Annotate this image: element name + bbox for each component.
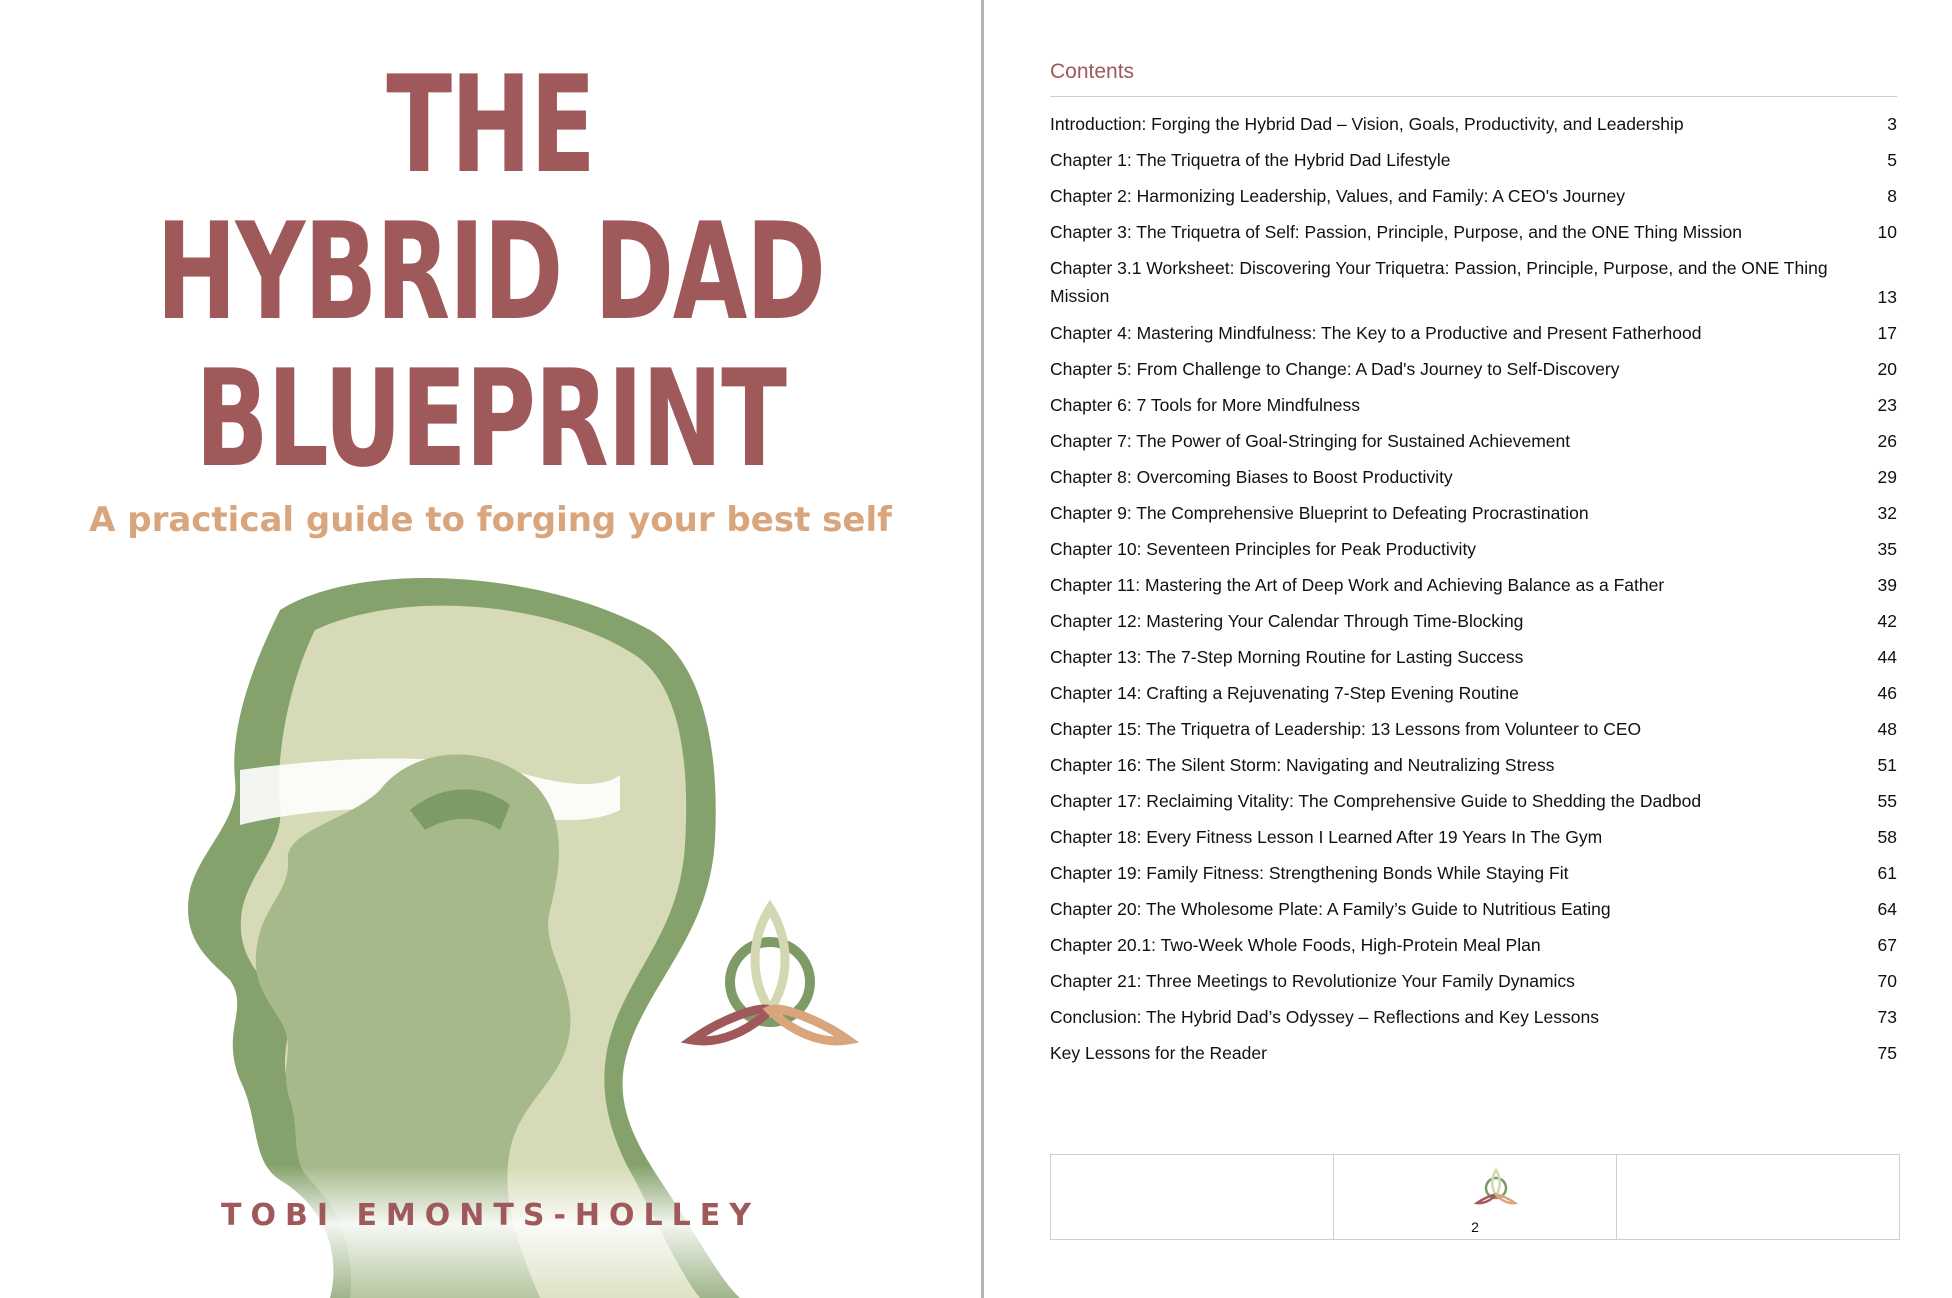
cover-author: TOBI EMONTS-HOLLEY (221, 1198, 760, 1233)
cover-subtitle: A practical guide to forging your best self (89, 500, 892, 540)
toc-entry-title: Chapter 21: Three Meetings to Revolutionize Your Family Dynamics (1050, 971, 1575, 991)
toc-entry-page: 64 (1877, 899, 1897, 919)
toc-entry[interactable] (1050, 1003, 1897, 1039)
toc-entry-title: Chapter 5: From Challenge to Change: A Dad's Journey to Self-Discovery (1050, 359, 1620, 379)
toc-entry[interactable] (1050, 787, 1897, 823)
contents-heading: Contents (1050, 60, 1135, 83)
toc-entry[interactable] (1050, 535, 1897, 571)
toc-entry-title: Chapter 3: The Triquetra of Self: Passion, Principle, Purpose, and the ONE Thing Mission (1050, 222, 1742, 242)
footer-page-number: 2 (1471, 1219, 1479, 1235)
toc-entry[interactable] (1050, 679, 1897, 715)
toc-entry[interactable] (1050, 751, 1897, 787)
toc-entry-page: 42 (1877, 611, 1897, 631)
toc-entry-page: 61 (1877, 863, 1897, 883)
toc-entry-page: 39 (1877, 575, 1897, 595)
footer-cell-right (1617, 1155, 1899, 1239)
toc-entry-page: 10 (1877, 222, 1897, 242)
toc-entry-page: 35 (1877, 539, 1897, 559)
toc-entry-title: Key Lessons for the Reader (1050, 1043, 1267, 1063)
toc-entry-title: Chapter 9: The Comprehensive Blueprint to Defeating Procrastination (1050, 503, 1589, 523)
toc-entry-page: 67 (1877, 935, 1897, 955)
footer-cell-left (1051, 1155, 1334, 1239)
toc-entry[interactable] (1050, 967, 1897, 1003)
toc-entry[interactable] (1050, 931, 1897, 967)
toc-entry[interactable] (1050, 218, 1897, 254)
toc-entry-title: Chapter 10: Seventeen Principles for Peak Productivity (1050, 539, 1477, 559)
toc-entry-title: Chapter 15: The Triquetra of Leadership: 13 Lessons from Volunteer to CEO (1050, 719, 1642, 739)
cover-title-line-3: BLUEPRINT (195, 341, 786, 497)
toc-entry-title: Conclusion: The Hybrid Dad’s Odyssey – Reflections and Key Lessons (1050, 1007, 1599, 1027)
toc-entry[interactable] (1050, 427, 1897, 463)
toc-entry-title: Chapter 2: Harmonizing Leadership, Values, and Family: A CEO's Journey (1050, 186, 1625, 206)
toc-entry-title: Chapter 20.1: Two-Week Whole Foods, High-Protein Meal Plan (1050, 935, 1541, 955)
toc-entry-title: Chapter 7: The Power of Goal-Stringing for Sustained Achievement (1050, 431, 1571, 451)
toc-entry[interactable] (1050, 499, 1897, 535)
toc-entry[interactable] (1050, 463, 1897, 499)
toc-entry-title: Chapter 4: Mastering Mindfulness: The Key to a Productive and Present Fatherhood (1050, 323, 1702, 343)
toc-entry-title: Chapter 19: Family Fitness: Strengthening Bonds While Staying Fit (1050, 863, 1569, 883)
toc-entry-title: Chapter 12: Mastering Your Calendar Through Time-Blocking (1050, 611, 1524, 631)
triquetra-logo (680, 900, 860, 1050)
toc-entry-page: 23 (1877, 395, 1897, 415)
toc-entry-page: 3 (1887, 114, 1897, 134)
toc-entry-page: 8 (1887, 186, 1897, 206)
toc-entry[interactable] (1050, 182, 1897, 218)
footer-cell-center (1334, 1155, 1617, 1239)
toc-entry-title: Chapter 11: Mastering the Art of Deep Work and Achieving Balance as a Father (1050, 575, 1665, 595)
toc-entry[interactable] (1050, 895, 1897, 931)
toc-entry[interactable] (1050, 355, 1897, 391)
toc-entry-page: 17 (1877, 323, 1897, 343)
toc-entry-page: 26 (1877, 431, 1897, 451)
toc-entry[interactable] (1050, 715, 1897, 751)
toc-entry-title: Chapter 8: Overcoming Biases to Boost Productivity (1050, 467, 1453, 487)
toc-entry[interactable] (1050, 823, 1897, 859)
toc-entry-page: 70 (1877, 971, 1897, 991)
toc-entry[interactable] (1050, 254, 1897, 319)
toc-entry-title: Chapter 3.1 Worksheet: Discovering Your Triquetra: Passion, Principle, Purpose, and the ONE Thing Mission (1050, 258, 1828, 306)
toc-entry-title: Chapter 6: 7 Tools for More Mindfulness (1050, 395, 1360, 415)
toc-entry-title: Chapter 20: The Wholesome Plate: A Family’s Guide to Nutritious Eating (1050, 899, 1611, 919)
toc-entry-page: 5 (1887, 150, 1897, 170)
toc-entry[interactable] (1050, 146, 1897, 182)
toc-entry[interactable] (1050, 110, 1897, 146)
toc-entry-page: 20 (1877, 359, 1897, 379)
toc-entry-page: 13 (1877, 287, 1897, 307)
toc-entry[interactable] (1050, 319, 1897, 355)
toc-entry-page: 32 (1877, 503, 1897, 523)
toc-entry[interactable] (1050, 607, 1897, 643)
toc-entry[interactable] (1050, 571, 1897, 607)
toc-entry-page: 48 (1877, 719, 1897, 739)
toc-entry-title: Chapter 17: Reclaiming Vitality: The Comprehensive Guide to Shedding the Dadbod (1050, 791, 1702, 811)
toc-entry-title: Chapter 18: Every Fitness Lesson I Learned After 19 Years In The Gym (1050, 827, 1603, 847)
toc-entry-page: 29 (1877, 467, 1897, 487)
toc-entry-page: 46 (1877, 683, 1897, 703)
toc-entry-page: 55 (1877, 791, 1897, 811)
cover-title-line-2: HYBRID DAD (156, 194, 825, 350)
toc-entry[interactable] (1050, 391, 1897, 427)
toc-entry-page: 58 (1877, 827, 1897, 847)
toc-entry-page: 75 (1877, 1043, 1897, 1063)
triquetra-footer-icon (1474, 1167, 1518, 1205)
toc-entry-title: Introduction: Forging the Hybrid Dad – Vision, Goals, Productivity, and Leadership (1050, 114, 1684, 134)
toc-entry-page: 44 (1877, 647, 1897, 667)
toc-entry-page: 73 (1877, 1007, 1897, 1027)
toc-entry[interactable] (1050, 1039, 1897, 1075)
toc-entry-title: Chapter 14: Crafting a Rejuvenating 7-Step Evening Routine (1050, 683, 1519, 703)
cover-title-line-1: THE (386, 47, 595, 203)
toc-entry-title: Chapter 13: The 7-Step Morning Routine for Lasting Success (1050, 647, 1524, 667)
toc-entry-page: 51 (1877, 755, 1897, 775)
page-footer (1050, 1154, 1900, 1240)
toc-entry[interactable] (1050, 859, 1897, 895)
contents-heading-rule (1050, 96, 1897, 97)
toc-entry-title: Chapter 1: The Triquetra of the Hybrid Dad Lifestyle (1050, 150, 1451, 170)
toc-entry[interactable] (1050, 643, 1897, 679)
toc-list (1050, 110, 1897, 1075)
toc-entry-title: Chapter 16: The Silent Storm: Navigating and Neutralizing Stress (1050, 755, 1555, 775)
